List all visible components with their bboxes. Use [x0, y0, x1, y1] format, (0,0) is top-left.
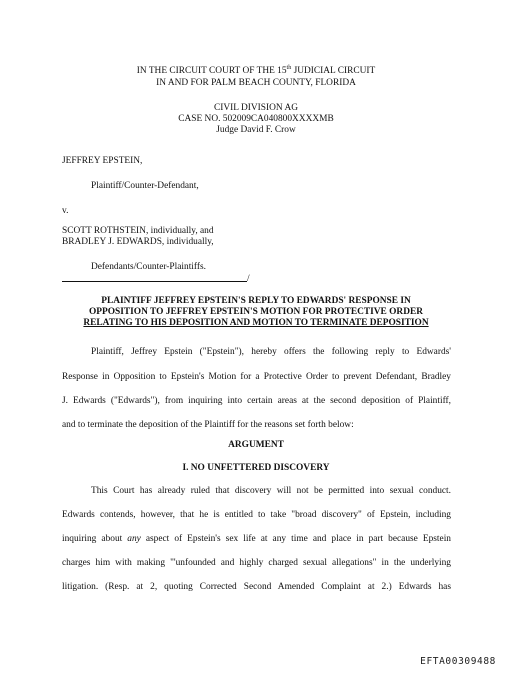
title-line2: OPPOSITION TO JEFFREY EPSTEIN'S MOTION FOR PROTECTIVE ORDER: [89, 307, 423, 317]
plaintiff-name: JEFFREY EPSTEIN,: [62, 156, 143, 166]
defendant-role: Defendants/Counter-Plaintiffs.: [91, 262, 206, 272]
caption-rule: [62, 281, 247, 282]
argument-line3: inquiring about any aspect of Epstein's sex life at any time and place in part because Epstein: [62, 534, 451, 544]
case-number: CASE NO. 502009CA040800XXXXMB: [178, 114, 334, 124]
bates-number: EFTA00309488: [420, 656, 496, 667]
argument-line1: This Court has already ruled that discovery will not be permitted into sexual conduct.: [91, 486, 451, 496]
division-label: CIVIL DIVISION AG: [213, 103, 299, 113]
defendant-1: SCOTT ROTHSTEIN, individually, and: [62, 226, 214, 236]
plaintiff-role: Plaintiff/Counter-Defendant,: [91, 181, 199, 191]
argument-heading: ARGUMENT: [228, 440, 284, 450]
intro-line2: Response in Opposition to Epstein's Motion for a Protective Order to prevent Defendant, Bradley: [62, 372, 451, 382]
argument-line4: charges him with making "'unfounded and highly charged sexual allegations" in the underlying: [62, 558, 451, 568]
court-name-line1: IN THE CIRCUIT COURT OF THE 15th JUDICIAL CIRCUIT: [136, 65, 376, 76]
intro-line4: and to terminate the deposition of the Plaintiff for the reasons set forth below:: [62, 420, 354, 430]
defendant-2: BRADLEY J. EDWARDS, individually,: [62, 237, 214, 247]
court-name-line2: IN AND FOR PALM BEACH COUNTY, FLORIDA: [156, 78, 356, 88]
argument-subheading: I. NO UNFETTERED DISCOVERY: [182, 463, 330, 473]
title-line1: PLAINTIFF JEFFREY EPSTEIN'S REPLY TO EDWARDS' RESPONSE IN: [101, 296, 411, 306]
title-line3: RELATING TO HIS DEPOSITION AND MOTION TO TERMINATE DEPOSITION: [83, 318, 429, 328]
intro-line1: Plaintiff, Jeffrey Epstein ("Epstein"), hereby offers the following reply to Edwards': [91, 347, 451, 357]
versus-label: v.: [62, 206, 69, 216]
argument-line5: litigation. (Resp. at 2, quoting Corrected Second Amended Complaint at 2.) Edwards has: [62, 582, 451, 592]
judge-name: Judge David F. Crow: [216, 125, 296, 135]
intro-line3: J. Edwards ("Edwards"), from inquiring into certain areas at the second deposition of Plaintiff,: [62, 396, 451, 406]
caption-slash: /: [247, 274, 250, 284]
argument-line2: Edwards contends, however, that he is entitled to take "broad discovery" of Epstein, including: [62, 510, 451, 520]
